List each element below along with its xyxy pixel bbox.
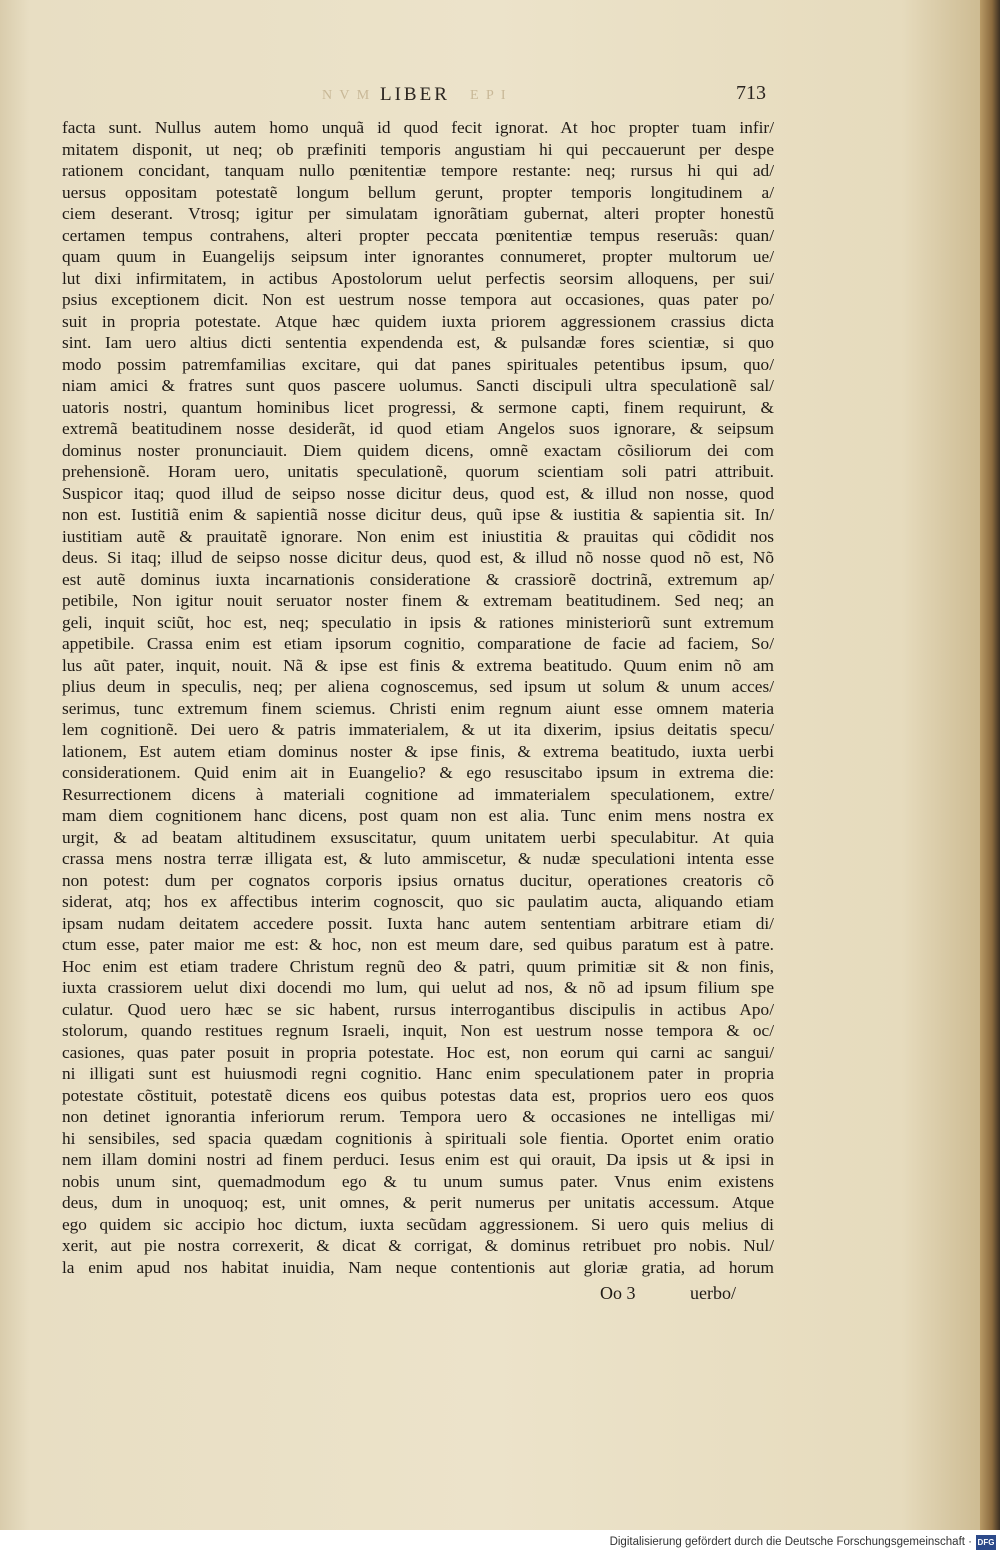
dfg-logo-icon: DFG bbox=[976, 1535, 996, 1550]
folio-number: 713 bbox=[736, 82, 766, 104]
text-line: nobis unum sint, quemadmodum ego & tu unum sumus pater. Vnus enim existens bbox=[62, 1171, 774, 1191]
body-text bbox=[62, 117, 774, 1278]
text-line: petibile, Non igitur nouit seruator noster finem & extremam beatitudinem. Sed neq; an bbox=[62, 591, 774, 610]
text-line: quam quum in Euangelijs seipsum inter ignorantes connumeret, propter multorum ue/ bbox=[62, 247, 774, 266]
text-line: extremã beatitudinem nosse desiderãt, id quod etiam Angelos suos ignorare, & seipsum bbox=[62, 419, 774, 438]
text-line: iuxta crassiorem uelut dixi docendi mo lum, qui uelut ad nos, & nõ ad ipsum filium spe bbox=[62, 978, 774, 997]
running-head: LIBER bbox=[380, 84, 450, 105]
text-line: appetibile. Crassa enim est etiam ipsorum cognitio, comparatione de facie ad faciem, So/ bbox=[62, 634, 774, 653]
text-line: prehensionẽ. Horam uero, unitatis speculationẽ, quorum scientiam soli patri attribuit. bbox=[62, 462, 774, 481]
text-line: lem cognitionẽ. Dei uero & patris immaterialem, & ut ita dixerim, ipsius deitatis specu/ bbox=[62, 720, 774, 739]
text-line: mitatem disponit, ut neq; ob præfiniti temporis angustiam hi qui peccauerunt per despe bbox=[62, 139, 774, 159]
text-line: nem illam domini nostri ad finem perduci. Iesus enim est qui orauit, Da ipsis ut & ipsi in bbox=[62, 1150, 774, 1169]
text-line: modo possim patremfamilias excitare, qui dat panes spirituales petentibus ipsum, quo/ bbox=[62, 354, 774, 374]
text-line: geli, inquit sciũt, hoc est, neq; speculatio in ipsis & rationes ministeriorũ sunt extremum bbox=[62, 612, 774, 632]
text-line: psius exceptionem dicit. Non est uestrum nosse tempora aut occasiones, quas pater po/ bbox=[62, 290, 774, 309]
show-through-text-right: E P I bbox=[470, 88, 508, 103]
text-line: hi sensibiles, sed spacia quædam cognitionis à spirituali sole fientia. Oportet enim oratio bbox=[62, 1128, 774, 1148]
text-line: potestate cõstituit, potestatẽ dicens eos quibus potestas data est, proprios uero eos quos bbox=[62, 1085, 774, 1105]
text-line: rationem concidant, tanquam nullo pœnitentiæ tempore restante: neq; rursus hi qui ad/ bbox=[62, 161, 774, 180]
text-line: stolorum, quando restitues regnum Israeli, inquit, Non est uestrum nosse tempora & oc/ bbox=[62, 1021, 774, 1040]
text-line: serimus, tunc extremum finem sciemus. Christi enim regnum aiunt esse omnem materia bbox=[62, 698, 774, 718]
text-line: lationem, Est autem etiam dominus noster & ipse finis, & extrema beatitudo, iuxta uerbi bbox=[62, 741, 774, 761]
text-line: mam diem cognitionem hanc dicens, post quam non est alia. Tunc enim mens nostra ex bbox=[62, 806, 774, 825]
credit-bar bbox=[0, 1530, 1000, 1557]
text-line: niam amici & fratres sunt quos pascere uolumus. Sancti discipuli ultra speculationẽ sal/ bbox=[62, 376, 774, 395]
text-line: non est. Iustitiã enim & sapientiã nosse dicitur deus, quũ ipse & iustitia & sapientia sit. In/ bbox=[62, 505, 774, 524]
text-line: crassa mens nostra terræ illigata est, & luto ammiscetur, & nudæ speculationi intenta esse bbox=[62, 849, 774, 868]
page-header bbox=[60, 84, 780, 112]
text-line: ciem deserant. Vtrosq; igitur per simulatam ignorãtiam gubernat, alteri propter honestũ bbox=[62, 204, 774, 223]
text-line: facta sunt. Nullus autem homo unquã id quod fecit ignorat. At hoc propter tuam infir/ bbox=[62, 118, 774, 137]
text-line: xerit, aut pie nostra correxerit, & dicat & corrigat, & dominus retribuet pro nobis. Nul/ bbox=[62, 1236, 774, 1255]
text-line: lus aũt pater, inquit, nouit. Nã & ipse est finis & extrema beatitudo. Quum enim nõ am bbox=[62, 655, 774, 675]
text-line: casiones, quas pater posuit in propria potestate. Hoc est, non eorum qui carni ac sangui/ bbox=[62, 1042, 774, 1062]
signature-mark: Oo 3 bbox=[600, 1283, 636, 1303]
text-line: ni illigati sunt est huiusmodi regni cognitio. Hanc enim speculationem pater in propria bbox=[62, 1064, 774, 1083]
text-line: deus, dum in unoquoq; est, unit omnes, & perit numerus per unitatis accessum. Atque bbox=[62, 1193, 774, 1212]
catchword: uerbo/ bbox=[690, 1283, 736, 1303]
text-line: culatur. Quod uero hæc se sic habent, rursus interrogantibus discipulis in actibus Apo/ bbox=[62, 999, 774, 1019]
text-line: non detinet ignorantia inferiorum rerum. Tempora uero & occasiones ne intelligas mi/ bbox=[62, 1107, 774, 1126]
text-line: la enim apud nos habitat inuidia, Nam neque contentionis aut gloriæ gratia, ad horum bbox=[62, 1257, 774, 1277]
text-line: plius deum in speculis, neq; per aliena cognoscemus, sed ipsum ut solum & unum acces/ bbox=[62, 677, 774, 696]
text-line: uersus oppositam potestatẽ longum bellum gerunt, propter temporis longitudinem a/ bbox=[62, 182, 774, 202]
text-line: urgit, & ad beatam altitudinem exsuscitatur, quum unitatem uerbi speculabitur. At quia bbox=[62, 827, 774, 847]
page-footer bbox=[540, 1283, 770, 1307]
text-line: suit in propria potestate. Atque hæc quidem iuxta priorem aggressionem crassius dicta bbox=[62, 311, 774, 331]
text-line: Hoc enim est etiam tradere Christum regnũ deo & patri, quum primitiæ sit & non finis, bbox=[62, 956, 774, 976]
text-line: ipsam nudam deitatem accedere possit. Iuxta hanc autem sententiam arbitrare etiam di/ bbox=[62, 913, 774, 933]
text-line: est autẽ dominus iuxta incarnationis consideratione & crassiorẽ doctrinã, extremum ap/ bbox=[62, 569, 774, 589]
text-line: dominus noster pronunciauit. Diem quidem dicens, omnẽ exactam cõsiliorum dei com bbox=[62, 440, 774, 460]
text-line: uatoris nostri, quantum hominibus licet progressi, & sermone capti, finem requirunt, & bbox=[62, 397, 774, 417]
text-line: sint. Iam uero altius dicti sententia expendenda est, & pulsandæ fores scientiæ, si quo bbox=[62, 333, 774, 352]
text-line: lut dixi infirmitatem, in actibus Apostolorum uelut perfectis seorsim alloquens, per sui/ bbox=[62, 268, 774, 288]
funding-credit: Digitalisierung gefördert durch die Deutsche Forschungsgemeinschaft · bbox=[609, 1536, 972, 1548]
page-edge bbox=[980, 0, 1000, 1530]
text-line: ctum esse, pater maior me est: & hoc, non est meum dare, sed quibus paratum est à patre. bbox=[62, 935, 774, 954]
show-through-text-left: N V M bbox=[322, 88, 372, 103]
text-line: Suspicor itaq; quod illud de seipso nosse dicitur deus, quod est, & illud non nosse, quod bbox=[62, 483, 774, 503]
text-line: certamen tempus contrahens, alteri propter peccata pœnitentiæ tempus reseruãs: quan/ bbox=[62, 225, 774, 245]
text-line: siderat, atq; hos ex affectibus interim cognoscit, quo sic paulatim aucta, aliquando etiam bbox=[62, 892, 774, 911]
text-line: iustitiam autẽ & prauitatẽ ignorare. Non enim est iniustitia & prauitas qui cõdidit nos bbox=[62, 526, 774, 546]
text-line: Resurrectionem dicens à materiali cognitione ad immaterialem speculationem, extre/ bbox=[62, 784, 774, 804]
text-line: deus. Si itaq; illud de seipso nosse dicitur deus, quod est, & illud nõ nosse quod nõ est, Nõ bbox=[62, 548, 774, 567]
text-line: non potest: dum per cognatos corporis ipsius ornatus ducitur, operationes creatoris cõ bbox=[62, 870, 774, 890]
text-line: ego quidem sic accipio hoc dictum, iuxta secũdam aggressionem. Si uero quis melius di bbox=[62, 1214, 774, 1234]
text-line: considerationem. Quid enim ait in Euangelio? & ego resuscitabo ipsum in extrema die: bbox=[62, 763, 774, 782]
